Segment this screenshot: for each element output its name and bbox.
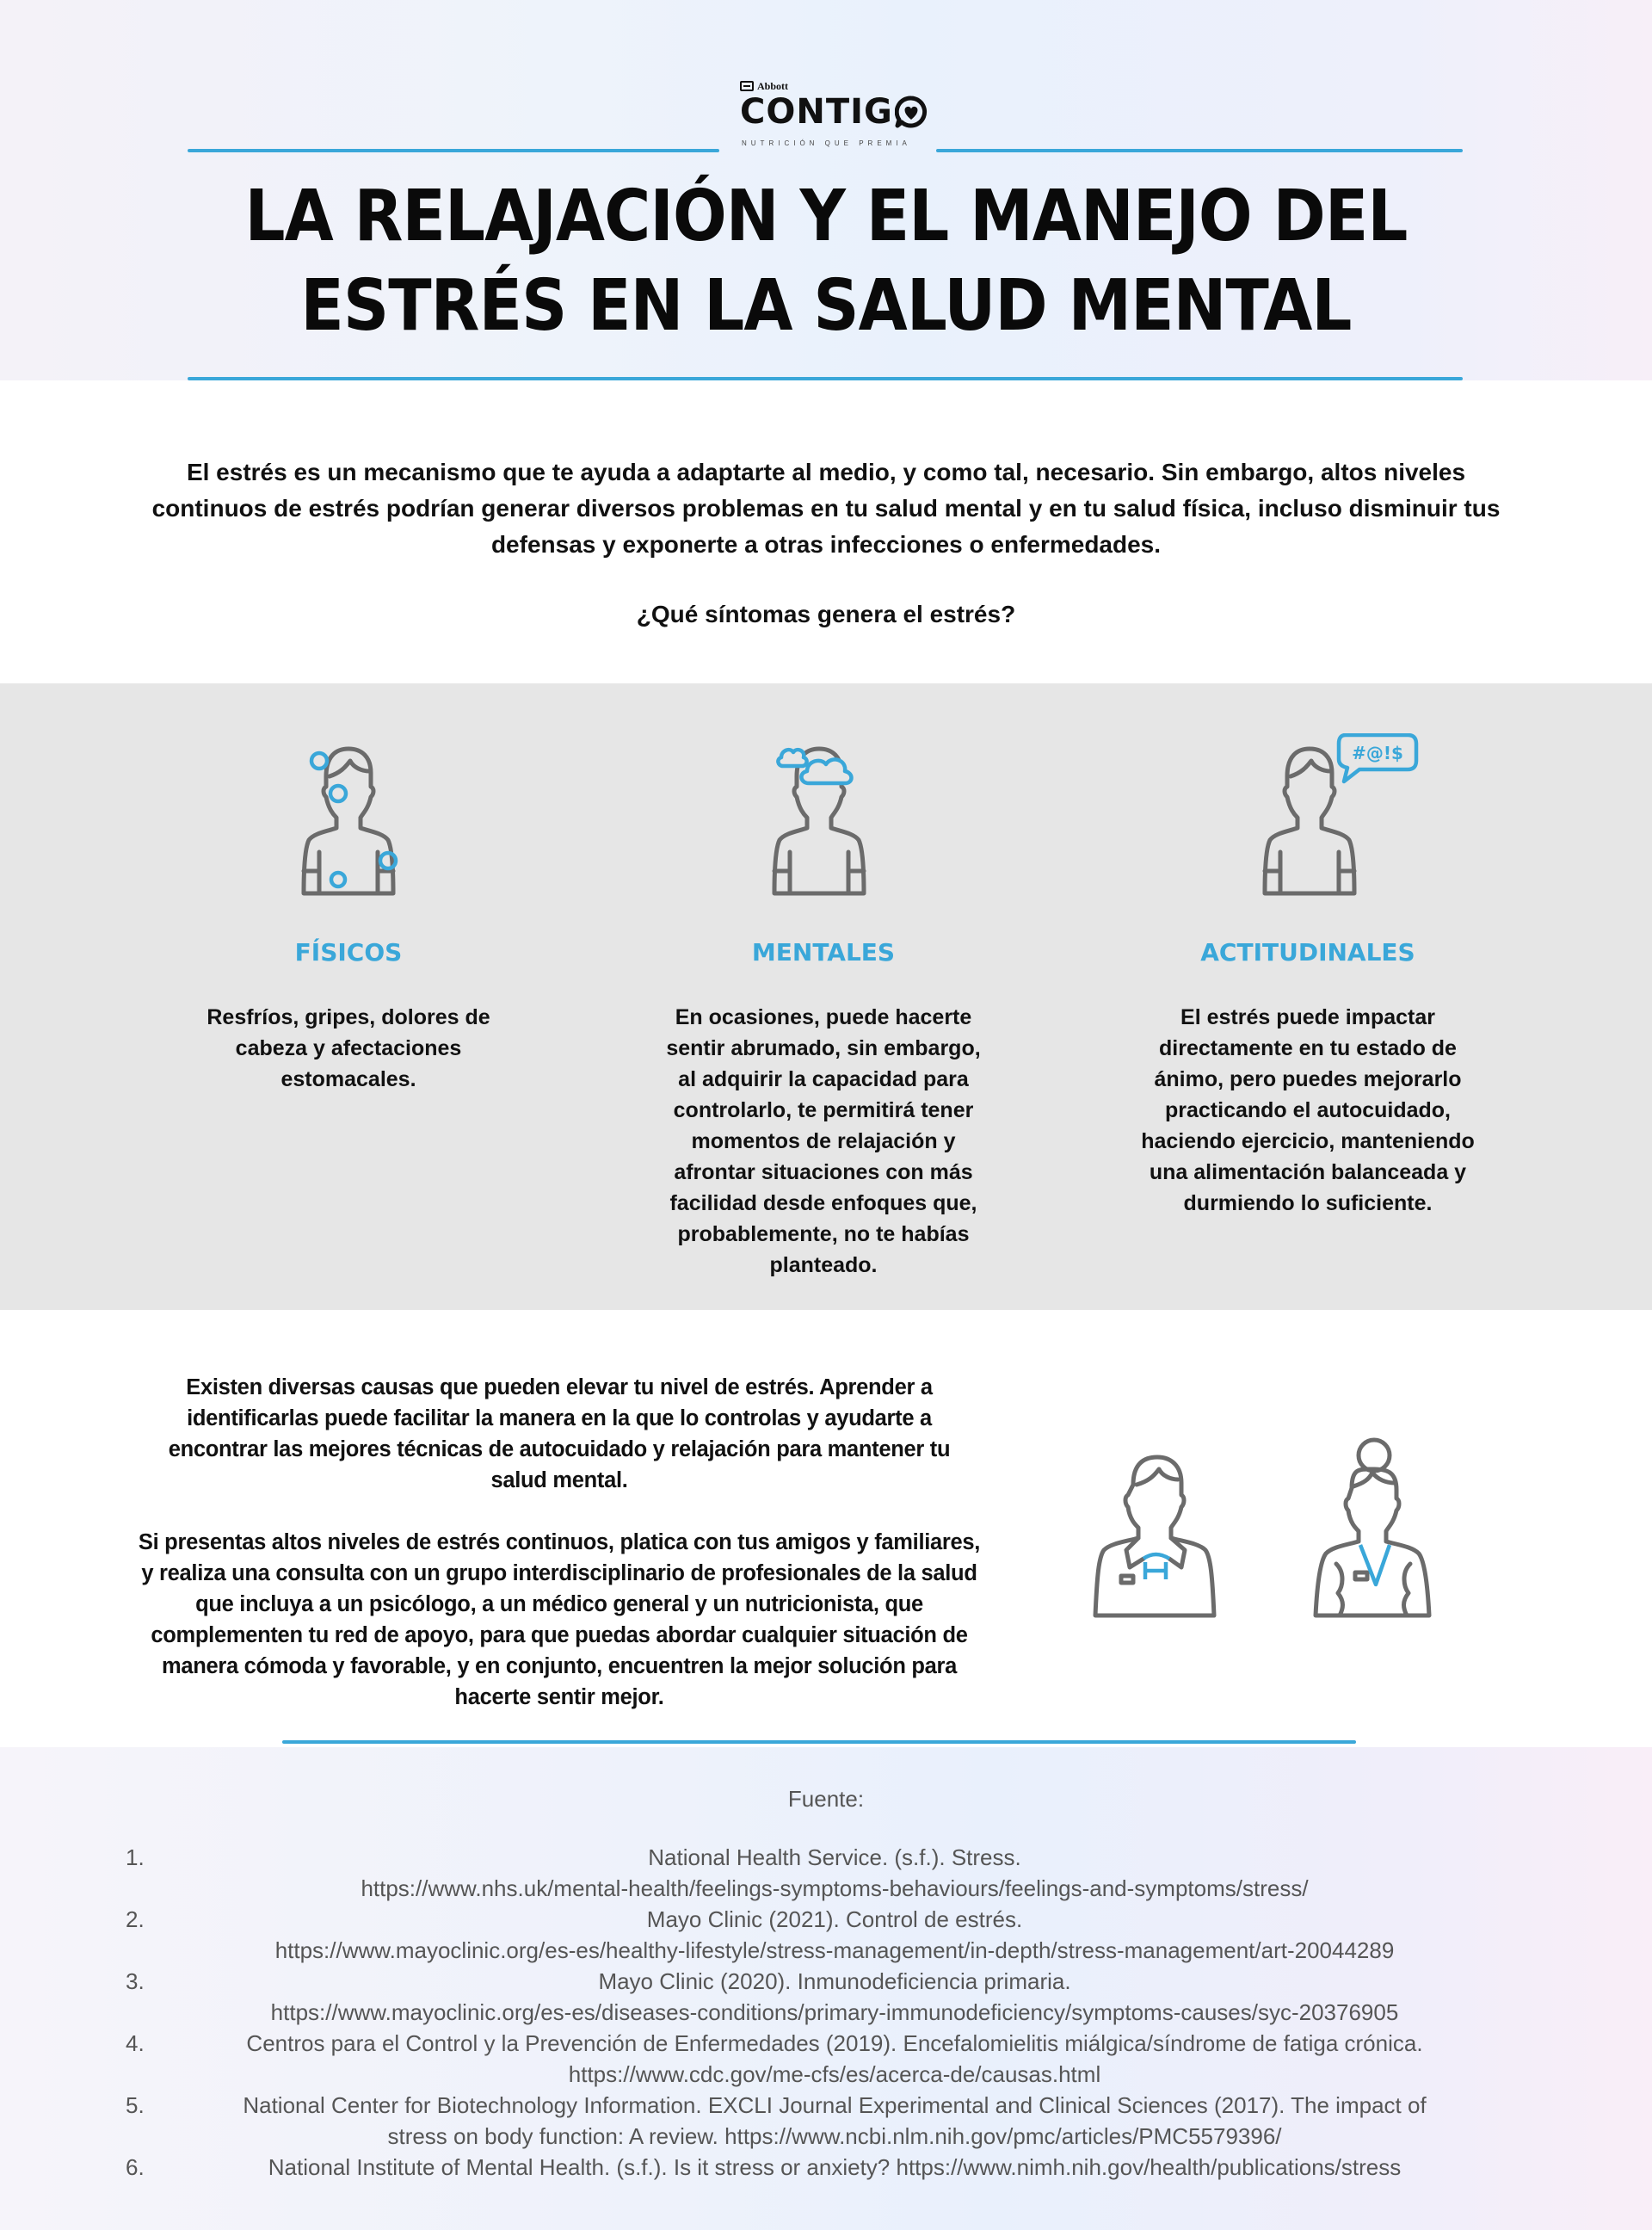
symptom-heading-actitudinales: ACTITUDINALES	[1200, 938, 1415, 967]
source-url[interactable]: https://www.nhs.uk/mental-health/feelings-symptoms-behaviours/feelings-and-symptoms/stress/	[361, 1875, 1309, 1901]
source-citation: Mayo Clinic (2020). Inmunodeficiencia primaria.	[598, 1968, 1071, 1994]
source-url[interactable]: https://www.mayoclinic.org/es-es/diseases-conditions/primary-immunodeficiency/symptoms-causes/syc-20376905	[270, 1999, 1399, 2025]
male-doctor-icon	[1088, 1450, 1226, 1631]
speech-bubble-symbols: #@!$	[1351, 743, 1403, 763]
abbott-label: Abbott	[757, 79, 789, 92]
footer-divider	[282, 1740, 1356, 1744]
source-url[interactable]: stress on body function: A review. https://www.ncbi.nlm.nih.gov/pmc/articles/PMC5579396/	[387, 2123, 1282, 2149]
source-citation: National Center for Biotechnology Information. EXCLI Journal Experimental and Clinical Sciences (2017). The impact of	[243, 2092, 1427, 2118]
source-citation: National Health Service. (s.f.). Stress.	[648, 1844, 1021, 1870]
sources-label: Fuente:	[787, 1786, 865, 1812]
source-citation[interactable]: National Institute of Mental Health. (s.f.). Is it stress or anxiety? https://www.nimh.nih.gov/health/publications/stress	[268, 2154, 1402, 2180]
symptom-text-mentales: En ocasiones, puede hacerte sentir abrumado, sin embargo, al adquirir la capacidad para controlarlo, te permitirá tener momentos de relajación y afrontar situaciones con más facilidad desde enfoques que, probablemente, no te habías planteado.	[666, 1005, 981, 1277]
source-number: 3.	[126, 1968, 145, 1994]
symptom-text-actitudinales: El estrés puede impactar directamente en tu estado de ánimo, pero puedes mejorarlo practicando el autocuidado, haciendo ejercicio, manteniendo una alimentación balanceada y durmiendo lo suficiente.	[1141, 1005, 1475, 1215]
causes-paragraph-2: Si presentas altos niveles de estrés continuos, platica con tus amigos y familiares, y realiza una consulta con un grupo interdisciplinario de profesionales de la salud que incluya a un psicólogo, a un médico general y un nutricionista, que complementen tu red de apoyo, para que puedas abordar cualquier situación de manera cómoda y favorable, y en conjunto, encuentren la mejor solución para hacerte sentir mejor.	[138, 1530, 981, 1709]
brand-tagline: NUTRICIÓN QUE PREMIA	[742, 139, 911, 147]
brand-wordmark	[740, 92, 928, 132]
symptom-text-fisicos: Resfríos, gripes, dolores de cabeza y afectaciones estomacales.	[206, 1005, 490, 1091]
title-line-2: ESTRÉS EN LA SALUD MENTAL	[300, 265, 1352, 347]
source-citation: Mayo Clinic (2021). Control de estrés.	[646, 1906, 1023, 1932]
page-title	[191, 172, 1461, 351]
person-with-pain-points-icon	[288, 742, 409, 901]
header-divider-left	[188, 149, 719, 152]
contigo-logo	[740, 79, 912, 157]
brand-name: CONTIG	[740, 92, 893, 132]
source-item	[0, 2152, 1652, 2183]
source-number: 5.	[126, 2092, 145, 2118]
heart-speech-bubble-icon	[895, 96, 928, 128]
person-with-clouds-icon	[759, 742, 888, 901]
source-number: 1.	[126, 1844, 145, 1870]
abbott-mark-icon	[740, 81, 754, 91]
source-item	[0, 1966, 1652, 2028]
female-doctor-icon	[1304, 1433, 1441, 1631]
source-item	[0, 2028, 1652, 2090]
source-item	[0, 1842, 1652, 1904]
abbott-logo	[740, 79, 788, 93]
source-item	[0, 2090, 1652, 2152]
source-number: 6.	[126, 2154, 145, 2180]
source-url[interactable]: https://www.cdc.gov/me-cfs/es/acerca-de/causas.html	[568, 2061, 1101, 2087]
sources-list	[0, 1842, 1652, 2183]
causes-paragraph-1: Existen diversas causas que pueden elevar tu nivel de estrés. Aprender a identificarlas puede facilitar la manera en la que lo controlas y ayudarte a encontrar las mejores técnicas de autocuidado y relajación para mantener tu salud mental.	[168, 1375, 951, 1492]
symptoms-section	[0, 683, 1652, 1310]
title-divider	[188, 377, 1463, 380]
title-line-1: LA RELAJACIÓN Y EL MANEJO DEL	[244, 176, 1408, 257]
source-number: 4.	[126, 2030, 145, 2056]
intro-paragraph: El estrés es un mecanismo que te ayuda a adaptarte al medio, y como tal, necesario. Sin embargo, altos niveles continuos de estrés podrían generar diversos problemas en tu salud mental y en tu salud física, incluso disminuir tus defensas y exponerte a otras infecciones o enfermedades.	[151, 459, 1501, 558]
symptoms-question: ¿Qué síntomas genera el estrés?	[636, 601, 1016, 627]
source-number: 2.	[126, 1906, 145, 1932]
source-citation: Centros para el Control y la Prevención de Enfermedades (2019). Encefalomielitis miálgica/síndrome de fatiga crónica.	[246, 2030, 1423, 2056]
symptom-heading-fisicos: FÍSICOS	[294, 938, 403, 967]
person-with-speech-bubble-icon	[1249, 733, 1430, 901]
symptom-heading-mentales: MENTALES	[751, 938, 896, 967]
source-url[interactable]: https://www.mayoclinic.org/es-es/healthy-lifestyle/stress-management/in-depth/stress-management/art-20044289	[274, 1937, 1395, 1963]
header-divider-right	[936, 149, 1463, 152]
source-item	[0, 1904, 1652, 1966]
